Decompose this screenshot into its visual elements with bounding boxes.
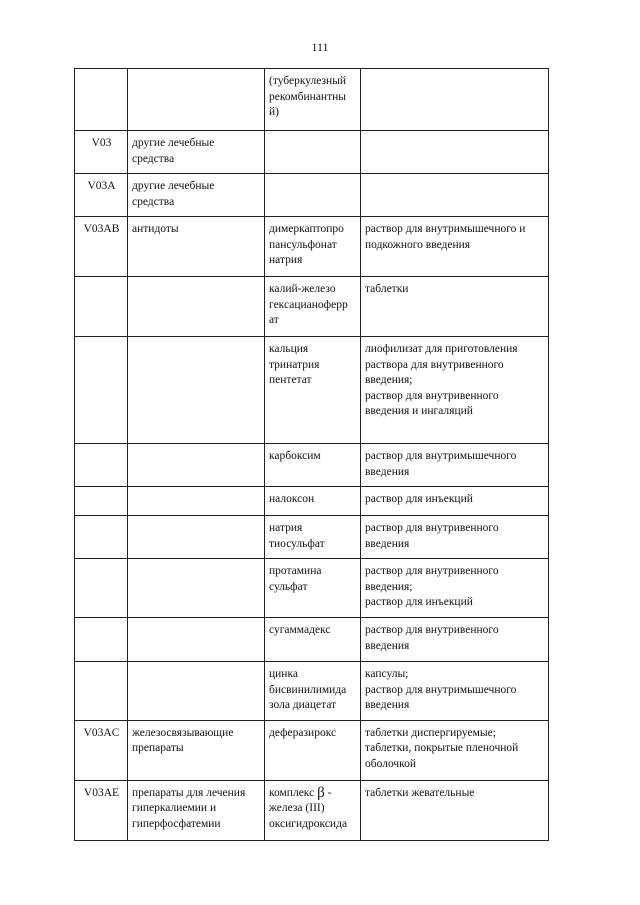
table-row [75,337,549,444]
dosage-form-cell [361,131,549,174]
dosage-form-cell [361,487,549,516]
atc-code-cell [75,559,128,618]
dosage-form-cell [361,662,549,721]
cell-line: лиофилизат для приготовления [365,343,518,355]
atc-code-cell [75,444,128,487]
group-cell [128,174,265,217]
atc-code-cell [75,516,128,559]
cell-line: пансульфонат [269,238,337,251]
group-cell [128,217,265,277]
cell-line: таблетки диспергируемые; [365,726,496,739]
atc-code-cell [75,487,128,516]
atc-code-cell: V03 [75,131,128,174]
cell-line: таблетки [365,283,409,295]
group-cell [128,618,265,662]
cell-line: комплекс β - [269,785,332,801]
dosage-form-cell [361,516,549,559]
table-row [75,780,549,840]
cell-line: препараты для лечения [132,786,246,799]
group-cell [128,662,265,721]
cell-line: раствор для внутримышечного [365,683,517,696]
cell-line: раствор для внутривенного [365,522,499,534]
group-cell [128,487,265,516]
drug-name-cell [265,720,361,780]
cell-line: бисвинилимида [269,683,347,696]
cell-line: кальция [269,343,309,355]
atc-code-cell: V03AC [75,720,128,780]
cell-line: капсулы; [365,668,409,680]
cell-line: сульфат [269,580,308,593]
cell-line: налоксон [269,493,315,505]
cell-line: тринатрия [269,358,320,371]
atc-code-cell: V03A [75,174,128,217]
cell-line: гиперфосфатемии [132,817,221,830]
dosage-form-cell [361,174,549,217]
group-cell [128,720,265,780]
cell-line: антидоты [132,223,179,235]
cell-line: железа (III) [269,802,325,814]
drug-name-cell [265,174,361,217]
atc-code-cell [75,618,128,662]
cell-line: средства [132,152,175,165]
cell-line: тиосульфат [269,537,325,550]
cell-line: цинка [269,668,298,680]
table-row [75,444,549,487]
group-cell [128,131,265,174]
cell-line: й) [269,106,279,118]
cell-line: ат [269,314,279,326]
cell-line: раствор для внутривенного [365,624,499,636]
atc-code-cell [75,69,128,131]
cell-line: сугаммадекс [269,624,331,636]
cell-line: оксигидроксида [269,817,348,830]
cell-line: карбоксим [269,450,321,462]
cell-line: натрия [269,522,303,534]
dosage-form-cell [361,444,549,487]
drug-name-cell [265,516,361,559]
cell-line: средства [132,195,175,208]
cell-line: оболочкой [365,757,417,770]
cell-line: зола диацетат [269,699,337,711]
cell-line: калий-железо [269,283,336,295]
group-cell [128,69,265,131]
dosage-form-cell [361,337,549,444]
cell-line: раствор для инъекций [365,596,473,608]
cell-line: раствора для внутривенного [365,358,504,371]
table-row [75,516,549,559]
group-cell [128,277,265,337]
drug-name-cell [265,618,361,662]
cell-line: железосвязывающие [132,726,234,739]
cell-line: препараты [132,742,184,754]
cell-line: рекомбинантны [269,90,346,103]
group-cell [128,780,265,840]
cell-line: раствор для внутривенного [365,565,499,577]
cell-line: введения; [365,374,413,386]
table-row [75,487,549,516]
group-cell [128,337,265,444]
table-row [75,131,549,174]
cell-line: пентетат [269,374,312,386]
table-row [75,662,549,721]
cell-line: введения [365,639,410,652]
cell-line: деферазирокс [269,726,337,739]
table-row [75,618,549,662]
atc-code-cell [75,662,128,721]
cell-line: гиперкалиемии и [132,802,217,814]
cell-line: раствор для внутримышечного [365,450,517,462]
group-cell [128,516,265,559]
group-cell [128,444,265,487]
dosage-form-cell [361,618,549,662]
cell-line: протамина [269,565,322,577]
cell-line: раствор для внутривенного [365,389,499,402]
cell-line: подкожного введения [365,238,471,251]
table-row [75,69,549,131]
drug-name-cell [265,487,361,516]
drug-name-cell [265,780,361,840]
atc-code-cell: V03AE [75,780,128,840]
dosage-form-cell [361,559,549,618]
dosage-form-cell [361,217,549,277]
cell-line: введения [365,699,410,711]
cell-line: раствор для инъекций [365,493,473,505]
drug-name-cell [265,69,361,131]
dosage-form-cell [361,69,549,131]
cell-line: введения; [365,580,413,593]
group-cell [128,559,265,618]
cell-line: другие лечебные [132,137,215,149]
drug-name-cell [265,277,361,337]
drug-name-cell [265,444,361,487]
table-row [75,720,549,780]
table-row [75,559,549,618]
cell-line: димеркаптопро [269,223,344,235]
drug-name-cell [265,337,361,444]
drug-name-cell [265,662,361,721]
table-row [75,174,549,217]
cell-line: введения [365,465,410,478]
table-body [75,69,549,841]
dosage-form-cell [361,720,549,780]
cell-line: введения и ингаляций [365,405,473,417]
dosage-form-cell [361,780,549,840]
atc-code-cell [75,277,128,337]
drug-name-cell [265,559,361,618]
page-number: 111 [311,40,329,54]
cell-line: раствор для внутримышечного и [365,223,526,235]
table-row [75,277,549,337]
dosage-form-cell [361,277,549,337]
drug-table [74,68,549,841]
cell-line: гексацианоферр [269,298,348,311]
cell-line: другие лечебные [132,180,215,192]
table-row [75,217,549,277]
cell-line: натрия [269,254,303,266]
cell-line: (туберкулезный [269,75,347,87]
atc-code-cell [75,337,128,444]
cell-line: таблетки, покрытые пленочной [365,742,519,754]
drug-name-cell [265,217,361,277]
drug-name-cell [265,131,361,174]
cell-line: введения [365,537,410,550]
cell-line: таблетки жевательные [365,786,475,799]
atc-code-cell: V03AB [75,217,128,277]
